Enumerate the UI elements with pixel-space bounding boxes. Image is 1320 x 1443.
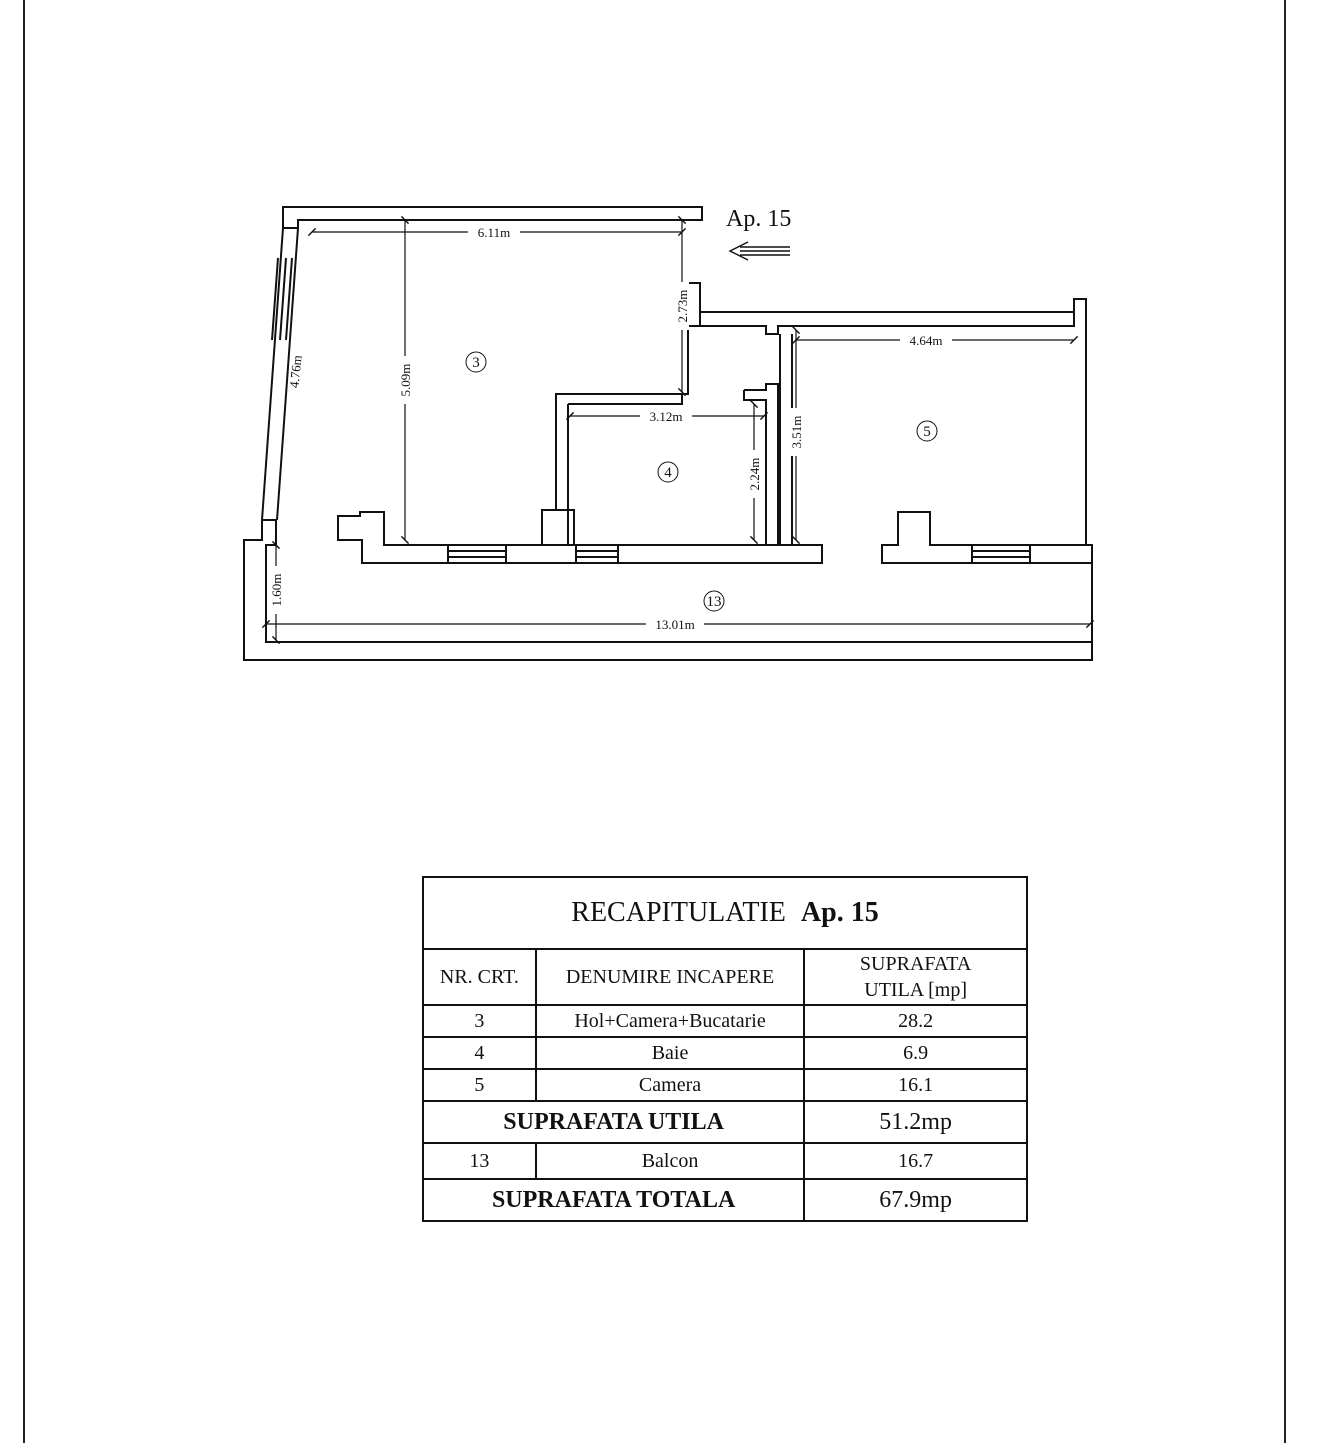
table-row — [423, 1005, 1027, 1037]
cell-nr: 3 — [423, 1005, 536, 1037]
cell-name: Camera — [536, 1069, 804, 1101]
cell-area: 16.1 — [804, 1069, 1027, 1101]
table-title-text: RECAPITULATIE — [571, 897, 786, 928]
apartment-label: Ap. 15 — [726, 206, 792, 232]
header-area-line2: UTILA [mp] — [864, 979, 968, 1001]
dim-left-wall: 4.76m — [286, 354, 305, 389]
table-row — [423, 1143, 1027, 1179]
window-bottom-1 — [448, 545, 506, 563]
wall-room3-right — [688, 283, 1086, 545]
recap-table-container — [422, 876, 1028, 1222]
total-row — [423, 1179, 1027, 1221]
table-header-row — [423, 949, 1027, 1005]
cell-area: 28.2 — [804, 1005, 1027, 1037]
dim-room5-width: 4.64m — [909, 333, 943, 348]
cell-nr: 5 — [423, 1069, 536, 1101]
cell-nr: 13 — [423, 1143, 536, 1179]
room-number-13: 13 — [706, 594, 722, 610]
cell-name: Balcon — [536, 1143, 804, 1179]
dim-room5-depth: 3.51m — [789, 415, 804, 449]
subtotal-label: SUPRAFATA UTILA — [423, 1101, 804, 1143]
cell-name: Hol+Camera+Bucatarie — [536, 1005, 804, 1037]
table-title-ap: Ap. 15 — [800, 897, 879, 928]
dim-room4-width: 3.12m — [649, 409, 683, 424]
entrance-arrow-icon — [730, 242, 790, 260]
room-number-4: 4 — [664, 465, 672, 481]
balcony-outline — [244, 520, 1092, 660]
table-row — [423, 1037, 1027, 1069]
dim-room3-width: 6.11m — [477, 225, 511, 240]
header-nr: NR. CRT. — [423, 949, 536, 1005]
total-value: 67.9mp — [804, 1179, 1027, 1221]
dim-step-height: 2.73m — [675, 289, 690, 323]
table-title — [423, 877, 1027, 949]
header-name: DENUMIRE INCAPERE — [536, 949, 804, 1005]
cell-area: 16.7 — [804, 1143, 1027, 1179]
recap-table — [422, 876, 1028, 1222]
cell-name: Baie — [536, 1037, 804, 1069]
wall-bottom — [338, 512, 822, 563]
dim-room3-depth: 5.09m — [398, 363, 413, 397]
dim-room4-depth: 2.24m — [747, 457, 762, 491]
room-number-5: 5 — [923, 424, 931, 440]
header-area — [804, 949, 1027, 1005]
total-label: SUPRAFATA TOTALA — [423, 1179, 804, 1221]
cell-area: 6.9 — [804, 1037, 1027, 1069]
table-row — [423, 1069, 1027, 1101]
window-bottom-2 — [576, 545, 618, 563]
cell-nr: 4 — [423, 1037, 536, 1069]
header-area-line1: SUPRAFATA — [859, 953, 972, 975]
dim-balcony-depth: 1.60m — [269, 573, 284, 607]
room-number-3: 3 — [472, 355, 480, 371]
floor-plan — [0, 0, 1320, 720]
dim-balcony-length: 13.01m — [655, 617, 695, 632]
window-bottom-3 — [972, 545, 1030, 563]
subtotal-value: 51.2mp — [804, 1101, 1027, 1143]
subtotal-row — [423, 1101, 1027, 1143]
